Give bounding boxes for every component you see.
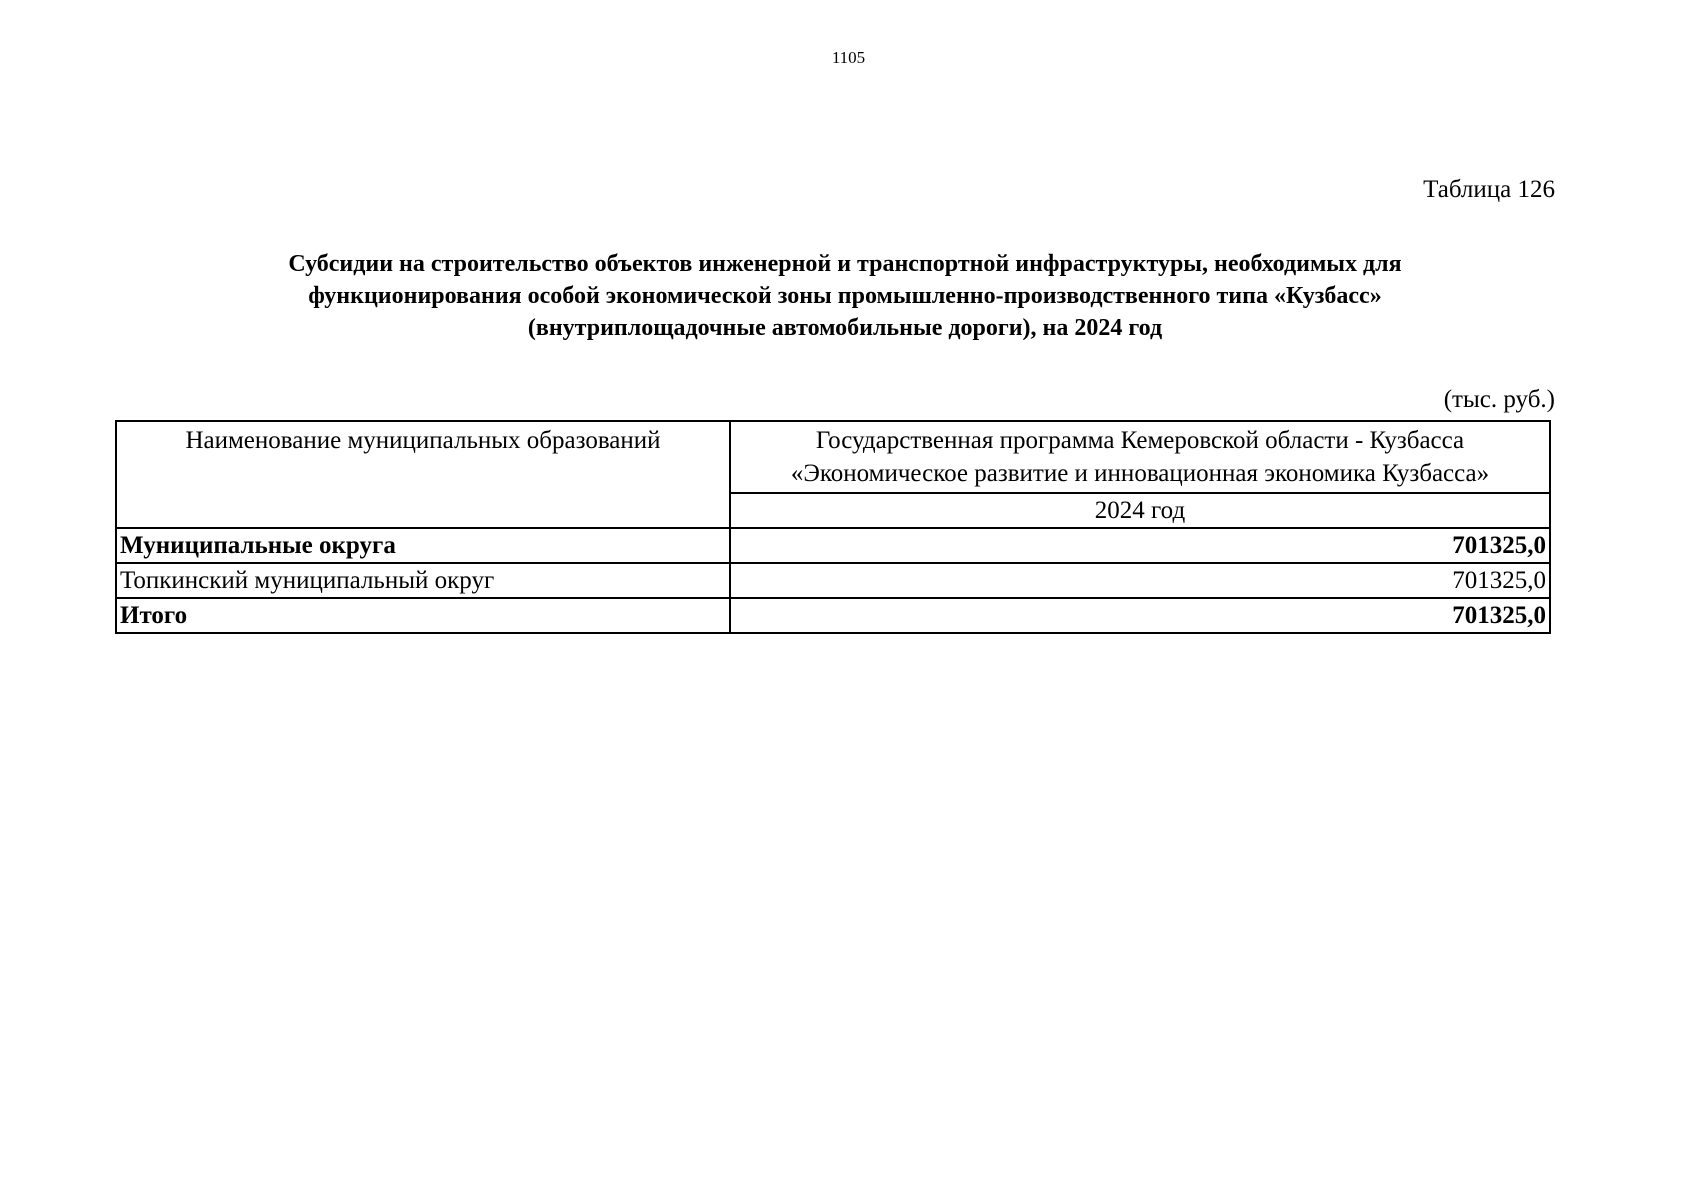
header-program-line: Государственная программа Кемеровской области - Кузбасса	[815, 427, 1465, 454]
title-line: функционирования особой экономической зоны промышленно-производственного типа «Кузбасс»	[308, 283, 1382, 309]
header-program-column	[730, 421, 1550, 493]
table-row	[116, 563, 1550, 598]
header-name-column: Наименование муниципальных образований	[116, 421, 730, 528]
title-line: (внутриплощадочные автомобильные дороги), на 2024 год	[527, 315, 1163, 341]
row-value: 701325,0	[730, 528, 1550, 563]
table-row	[116, 528, 1550, 563]
table-row-total	[116, 598, 1550, 633]
document-title	[150, 248, 1540, 344]
page-number: 1105	[831, 48, 866, 67]
row-value: 701325,0	[730, 563, 1550, 598]
units-label: (тыс. руб.)	[1443, 386, 1555, 413]
row-name: Муниципальные округа	[116, 528, 730, 563]
title-line: Субсидии на строительство объектов инженерной и транспортной инфраструктуры, необходимых для	[288, 251, 1402, 277]
table-label: Таблица 126	[1423, 176, 1555, 203]
table-header-row	[116, 421, 1550, 493]
row-name: Итого	[116, 598, 730, 633]
row-name: Топкинский муниципальный округ	[116, 563, 730, 598]
header-year: 2024 год	[730, 493, 1550, 528]
header-program-line: «Экономическое развитие и инновационная экономика Кузбасса»	[790, 460, 1490, 487]
row-value: 701325,0	[730, 598, 1550, 633]
subsidy-table	[115, 420, 1551, 634]
